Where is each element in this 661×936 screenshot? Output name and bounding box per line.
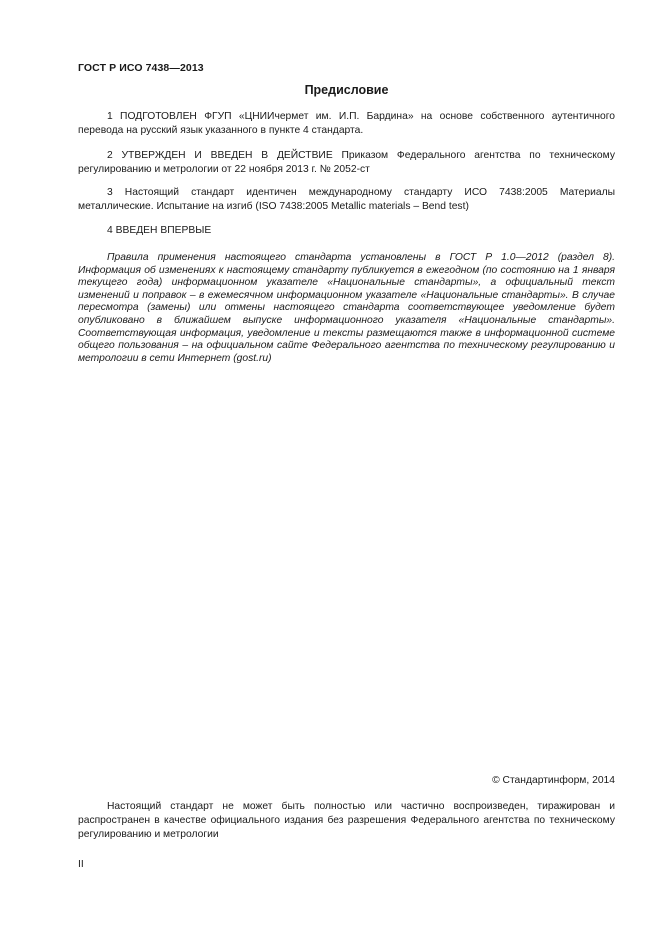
copyright: © Стандартинформ, 2014 (492, 775, 615, 786)
reproduction-note: Настоящий стандарт не может быть полностью или частично воспроизведен, тиражирован и распространен в качестве официального издания без разрешения Федерального агентства по техническому регулированию и метрологии (78, 801, 615, 840)
page-title: Предисловие (304, 83, 389, 97)
preface-item-2: 2 УТВЕРЖДЕН И ВВЕДЕН В ДЕЙСТВИЕ Приказом Федерального агентства по техническому регулированию и метрологии от 22 ноября 2013 г. № 2052-ст (78, 150, 615, 175)
preface-item-1: 1 ПОДГОТОВЛЕН ФГУП «ЦНИИчермет им. И.П. Бардина» на основе собственного аутентичного перевода на русский язык указанного в пункте 4 стандарта. (78, 111, 615, 136)
page-number: II (78, 859, 84, 870)
document-code: ГОСТ Р ИСО 7438—2013 (78, 62, 204, 74)
preface-item-4: 4 ВВЕДЕН ВПЕРВЫЕ (107, 225, 212, 236)
application-notice: Правила применения настоящего стандарта установлены в ГОСТ Р 1.0—2012 (раздел 8). Информация об изменениях к настоящему стандарту публикуется в ежегодном (по состоянию на 1 января текущего года) информационном указателе «Национальные стандарты», а официальный текст изменений и поправок – в ежемесячном информационном указателе «Национальные стандарты». В случае пересмотра (замены) или отмены настоящего стандарта соответствующее уведомление будет опубликовано в ближайшем выпуске информационного указателя «Национальные стандарты». Соответствующая информация, уведомление и тексты размещаются также в информационной системе общего пользования – на официальном сайте Федерального агентства по техническому регулированию и метрологии в сети Интернет (gost.ru) (78, 252, 615, 364)
preface-item-3: 3 Настоящий стандарт идентичен международному стандарту ИСО 7438:2005 Материалы металлические. Испытание на изгиб (ISO 7438:2005 Metallic materials – Bend test) (78, 187, 615, 212)
